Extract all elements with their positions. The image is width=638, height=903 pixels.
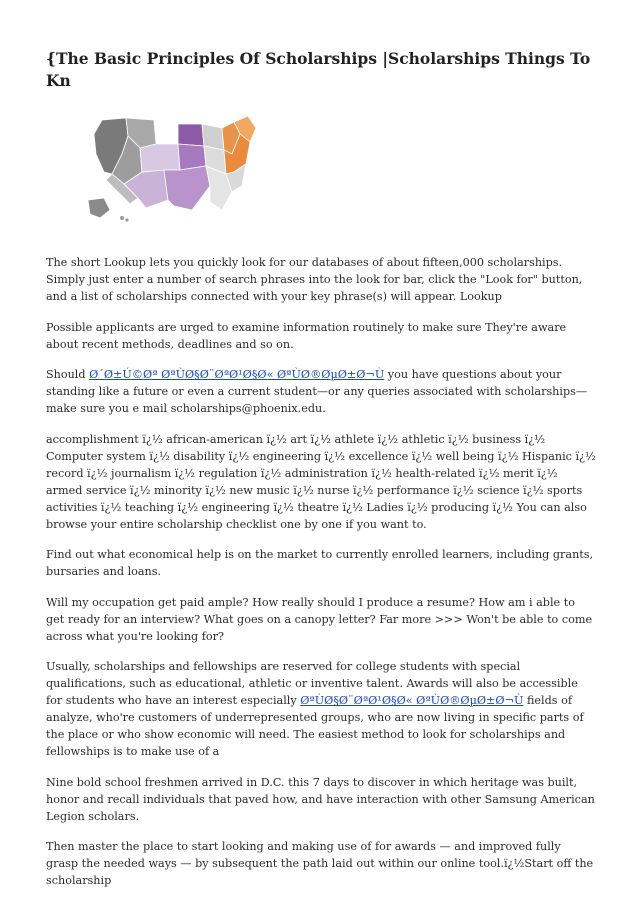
paragraph-applicants-notice: Possible applicants are urged to examine information routinely to make sure They're aware about recent methods, deadlines and so on. xyxy=(46,320,567,351)
paragraph-categories: accomplishment ï¿½ african-american ï¿½ art ï¿½ athlete ï¿½ athletic ï¿½ business ï¿½ Computer system ï¿½ disability ï¿½ engineering ï¿½ excellence ï¿½ well being ï¿½ Hispanic ï¿½ record ï¿½ journalism ï¿½ regulation ï¿½ administration ï¿½ health-related ï¿½ merit ï¿½ armed service ï¿½ minority ï¿½ new music ï¿½ nurse ï¿½ performance ï¿½ science ï¿½ sports activities ï¿½ teaching ï¿½ engineering ï¿½ theatre ï¿½ Ladies ï¿½ producing ï¿½ You can also browse your entire scholarship checklist one by one if you want to. xyxy=(46,432,596,531)
paragraph-text: Usually, scholarships and fellowships are reserved for college students with special qualifications, such as educational, athletic or inventive talent. Awards will also be accessible for students who have an interest especially xyxy=(46,660,578,707)
paragraph-master-place: Then master the place to start looking and making use of for awards — and improved fully grasp the needed ways — by subsequent the path laid out within our online tool.ï¿½Start off the scholarship xyxy=(46,840,594,887)
page-title: {The Basic Principles Of Scholarships |Scholarships Things To Kn xyxy=(46,49,591,90)
paragraph-questions xyxy=(46,366,596,417)
paragraph-text: Should xyxy=(46,368,90,381)
paragraph-search-intro: The short Lookup lets you quickly look for our databases of about fifteen,000 scholarships. Simply just enter a number of search phrases into the look for bar, click the "Look for" button, and a list of scholarships connected with your key phrase(s) will appear. Lookup xyxy=(46,256,583,303)
paragraph-financial-help: Find out what economical help is on the market to currently enrolled learners, including grants, bursaries and loans. xyxy=(46,548,594,578)
paragraph-freshmen: Nine bold school freshmen arrived in D.C. this 7 days to discover in which heritage was built, honor and recall individuals that paved how, and have interaction with other Samsung American Legion scholars. xyxy=(46,775,595,823)
paragraph-career-questions: Will my occupation get paid ample? How really should I produce a resume? How am i able to get ready for an interview? What goes on a canopy letter? Far more >>> Won't be able to come across what you're looking for? xyxy=(46,595,593,643)
paragraph-fellowships xyxy=(46,658,596,760)
paragraph-text: you have questions about your standing like a future or even a current student—or any queries associated with scholarships—make sure you e mail scholarships@phoenix.edu. xyxy=(46,368,588,415)
us-states-map-icon xyxy=(82,114,262,226)
paragraph-text: fields of analyze, who're customers of underrepresented groups, who are now living in specific parts of the place or who show economic will need. The easiest method to look for scholarships and fellowships is to make use of a xyxy=(46,694,584,758)
inline-link[interactable]: ØªÙØ§Ø¨ØªØ¹Ø§Ø« ØªÙØ®ØµØ±Ø¬Ù xyxy=(300,694,524,707)
inline-link[interactable]: Ø´Ø±Ú©Øª ØªÙØ§Ø¨ØªØ¹Ø§Ø« ØªÙØ®ØµØ±Ø¬Ù xyxy=(89,368,385,381)
us-states-map-image xyxy=(82,114,262,226)
